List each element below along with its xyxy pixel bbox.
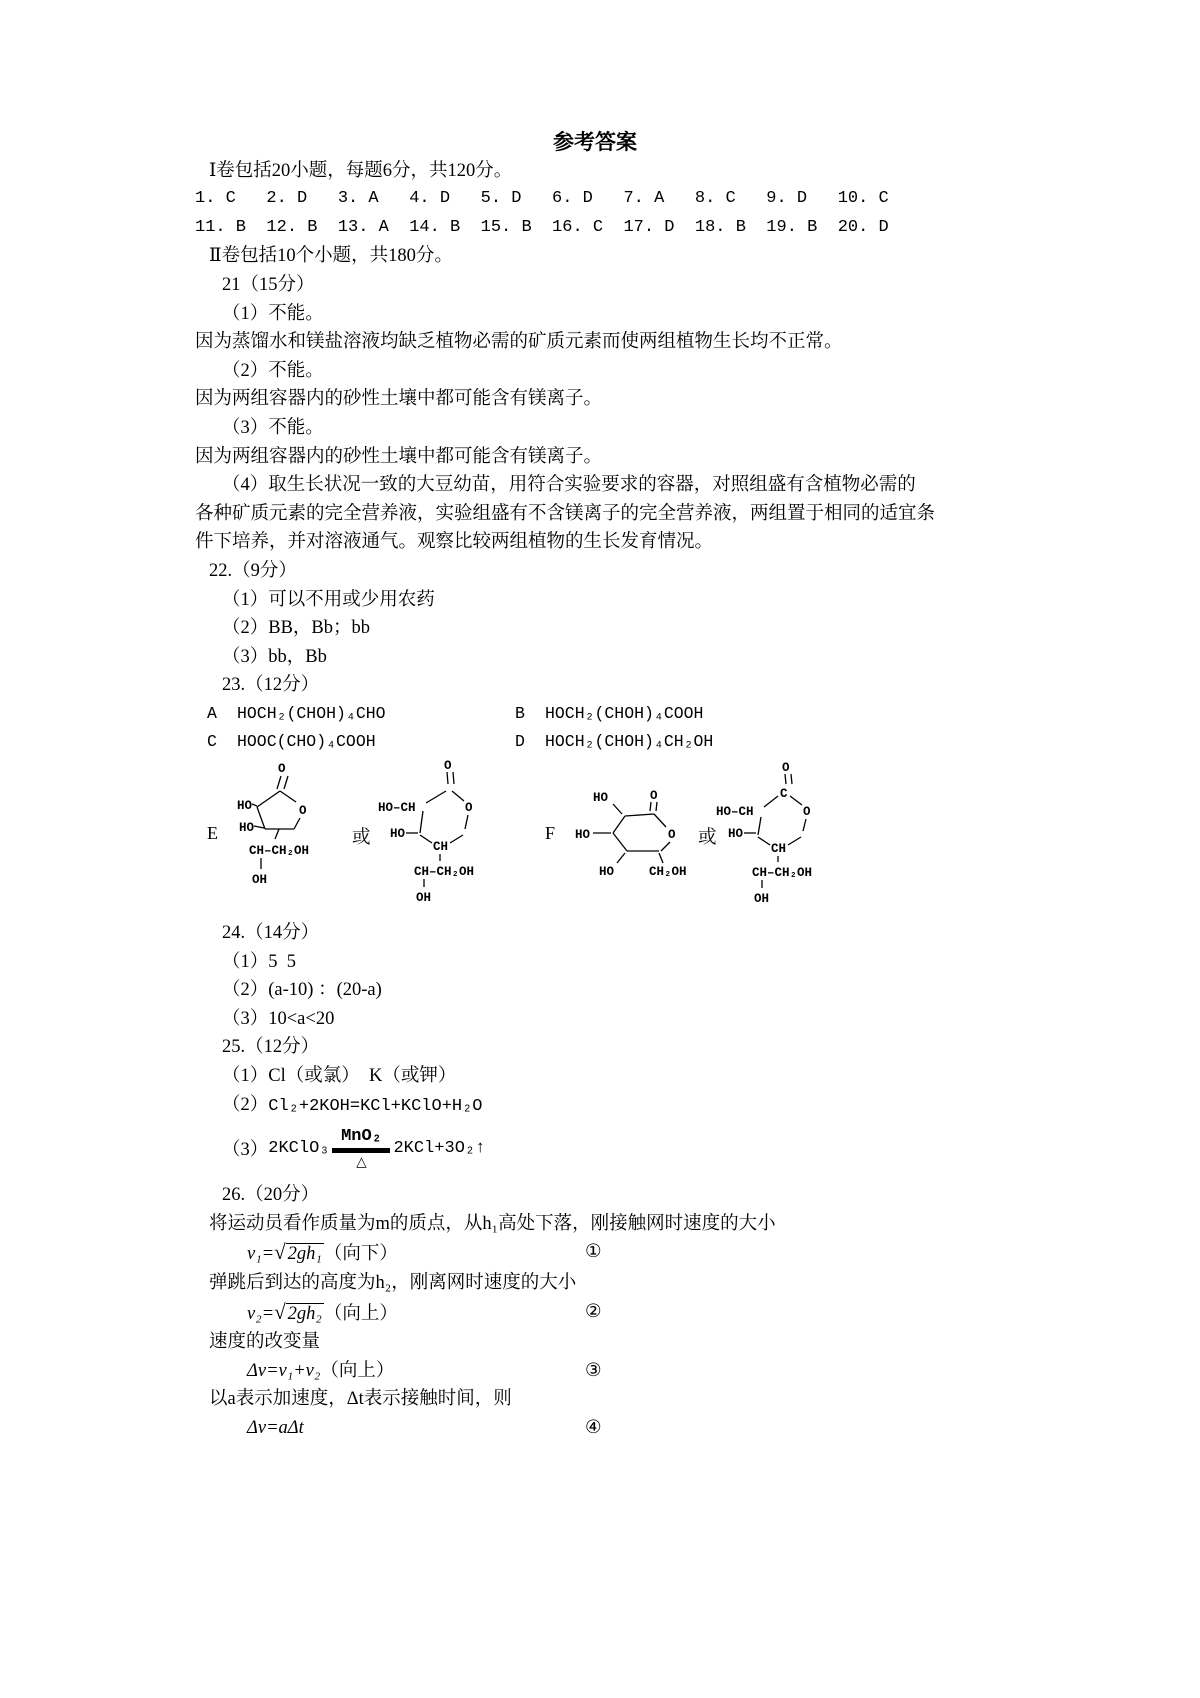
q21-answer-2-reason: 因为两组容器内的砂性土壤中都可能含有镁离子。 <box>195 389 603 410</box>
equation-2 <box>247 1298 995 1329</box>
q26-text-line1: 将运动员看作质量为m的质点，从h₁高处下落，刚接触网时速度的大小 <box>209 1213 776 1234</box>
q25-answer-1: （1）Cl（或氯） K（或钾） <box>222 1066 457 1087</box>
f2-ho-ch-group: HO–CH <box>716 805 754 820</box>
reaction-condition-arrow <box>332 1127 390 1169</box>
option-b-formula: HOCH₂(CHOH)₄COOH <box>545 703 704 723</box>
eq3-body: Δv=v₁+v₂ <box>247 1360 321 1381</box>
eq2-radicand: 2gh₂ <box>287 1303 322 1324</box>
q21-answer-2: （2）不能。 <box>222 360 324 381</box>
option-c-label: C <box>207 732 217 752</box>
e2-carbonyl-oxygen: O <box>444 759 452 774</box>
page-title: 参考答案 <box>553 130 637 154</box>
q22-answer-1: （1）可以不用或少用农药 <box>222 589 435 610</box>
q21-answer-1-reason: 因为蒸馏水和镁盐溶液均缺乏植物必需的矿质元素而使两组植物生长均不正常。 <box>195 332 843 353</box>
f1-carbonyl-oxygen: O <box>650 789 658 804</box>
q25-a2-equation: Cl₂+2KOH=KCl+KClO+H₂O <box>268 1096 483 1116</box>
eq3-circled-number: ③ <box>585 1360 602 1381</box>
e2-hydroxyl: HO <box>390 827 406 842</box>
q24-number: 24.（14分） <box>222 923 320 944</box>
q22-number: 22.（9分） <box>209 560 297 581</box>
f2-side-chain: CH–CH₂OH <box>752 866 813 881</box>
q23-structure-diagrams <box>195 757 995 919</box>
eq2-direction: （向上） <box>323 1303 398 1324</box>
q24-answer-1: （1）5 5 <box>222 951 297 972</box>
eq3-direction: （向上） <box>320 1360 395 1381</box>
structure-e-label: E <box>207 823 218 844</box>
structure-f2-diagram <box>716 759 828 909</box>
q25-a3-reactant: 2KClO₃ <box>268 1138 330 1158</box>
f1-hydroxyl-left: HO <box>575 828 591 843</box>
heat-triangle-symbol: △ <box>356 1153 367 1169</box>
f1-hydroxyl-bottom: HO <box>599 865 615 880</box>
q24-answer-3: （3）10<a<20 <box>222 1008 335 1029</box>
answer-content <box>195 128 995 1443</box>
f1-hydroxyl-top: HO <box>593 791 609 806</box>
part1-heading: Ⅰ卷包括20小题，每题6分，共120分。 <box>209 160 513 181</box>
f1-ch2oh-group: CH₂OH <box>649 865 687 880</box>
structure-e2-diagram <box>378 757 490 909</box>
option-b-label: B <box>515 703 525 723</box>
sqrt-symbol-2: √ <box>274 1299 286 1324</box>
option-c-formula: HOOC(CHO)₄COOH <box>237 732 376 752</box>
equation-3 <box>247 1357 995 1386</box>
eq1-radicand: 2gh₁ <box>287 1244 322 1265</box>
f2-carbonyl-oxygen: O <box>782 761 790 776</box>
eq4-circled-number: ④ <box>585 1417 602 1438</box>
e1-hydroxyl-2: HO <box>239 821 255 836</box>
eq2-lhs: v₂= <box>247 1303 275 1324</box>
q25-number: 25.（12分） <box>222 1037 320 1058</box>
reaction-arrow-line <box>332 1148 390 1153</box>
f1-bond-lines <box>593 802 670 863</box>
q21-number: 21（15分） <box>222 274 315 295</box>
e1-terminal-oh: OH <box>252 873 268 888</box>
q26-text-line4: 以a表示加速度，Δt表示接触时间，则 <box>209 1389 512 1410</box>
q25-a3-paren: （3） <box>222 1140 269 1161</box>
structure-f-label: F <box>545 823 556 844</box>
sqrt-symbol-1: √ <box>274 1240 286 1265</box>
e2-terminal-oh: OH <box>416 891 432 906</box>
option-d-label: D <box>515 732 525 752</box>
q21-answer-3: （3）不能。 <box>222 417 324 438</box>
eq4-body: Δv=aΔt <box>247 1417 304 1438</box>
q23-options-row-cd <box>207 728 995 757</box>
e1-side-chain: CH–CH₂OH <box>249 844 310 859</box>
e1-ring-oxygen: O <box>299 804 307 819</box>
q21-answer-4-line1: （4）取生长状况一致的大豆幼苗，用符合实验要求的容器，对照组盛有含植物必需的 <box>222 475 916 496</box>
q22-answer-3: （3）bb，Bb <box>222 646 327 667</box>
e1-carbonyl-oxygen: O <box>278 762 286 777</box>
q23-number: 23.（12分） <box>222 675 320 696</box>
option-a-label: A <box>207 703 217 723</box>
mc-answers-row-1: 1. C 2. D 3. A 4. D 5. D 6. D 7. A 8. C 9. D 10. C <box>195 189 889 209</box>
equation-1 <box>247 1238 995 1269</box>
q24-answer-2: （2）(a-10) ：(20-a) <box>222 980 382 1001</box>
or-text-1: 或 <box>352 828 371 849</box>
eq2-circled-number: ② <box>585 1301 602 1322</box>
f2-ring-ch: CH <box>771 842 787 857</box>
q25-a2-paren: （2） <box>222 1094 269 1115</box>
structure-e1-diagram <box>237 759 337 909</box>
q25-answer-2 <box>222 1091 995 1122</box>
q26-number: 26.（20分） <box>222 1185 320 1206</box>
f2-terminal-oh: OH <box>754 892 770 907</box>
f2-hydroxyl: HO <box>728 827 744 842</box>
f2-ring-oxygen: O <box>803 805 811 820</box>
equation-4 <box>247 1414 995 1443</box>
e2-ring-ch: CH <box>433 840 449 855</box>
f2-carbonyl-carbon: C <box>780 787 788 802</box>
q21-answer-4-line2: 各种矿质元素的完全营养液，实验组盛有不含镁离子的完全营养液，两组置于相同的适宜条 <box>195 503 936 524</box>
q26-text-line2: 弹跳后到达的高度为h₂，刚离网时速度的大小 <box>209 1273 577 1293</box>
q21-answer-4-line3: 件下培养，并对溶液通气。观察比较两组植物的生长发育情况。 <box>195 532 714 553</box>
f1-ring-oxygen: O <box>668 828 676 843</box>
structure-f1-diagram <box>575 787 707 879</box>
eq1-circled-number: ① <box>585 1242 602 1263</box>
e2-ring-oxygen: O <box>465 801 473 816</box>
q25-a3-products: 2KCl+3O₂↑ <box>393 1138 486 1158</box>
e1-hydroxyl-1: HO <box>237 799 253 814</box>
e2-side-chain: CH–CH₂OH <box>414 865 475 880</box>
catalyst-label: MnO₂ <box>341 1127 382 1147</box>
q25-answer-3 <box>222 1121 995 1175</box>
q26-text-line3: 速度的改变量 <box>209 1332 321 1353</box>
option-d-formula: HOCH₂(CHOH)₄CH₂OH <box>545 732 714 752</box>
q22-answer-2: （2）BB，Bb；bb <box>222 618 371 639</box>
e2-ho-ch-group: HO–CH <box>378 801 416 816</box>
q21-answer-1: （1）不能。 <box>222 303 324 324</box>
option-a-formula: HOCH₂(CHOH)₄CHO <box>237 703 386 723</box>
q21-answer-3-reason: 因为两组容器内的砂性土壤中都可能含有镁离子。 <box>195 446 603 467</box>
eq1-lhs: v₁= <box>247 1244 275 1265</box>
mc-answers-row-2: 11. B 12. B 13. A 14. B 15. B 16. C 17. D 18. B 19. B 20. D <box>195 217 889 237</box>
part2-heading: Ⅱ卷包括10个小题，共180分。 <box>209 246 453 267</box>
or-text-2: 或 <box>698 828 717 849</box>
eq1-direction: （向下） <box>323 1244 398 1265</box>
q23-options-row-ab <box>207 700 995 729</box>
